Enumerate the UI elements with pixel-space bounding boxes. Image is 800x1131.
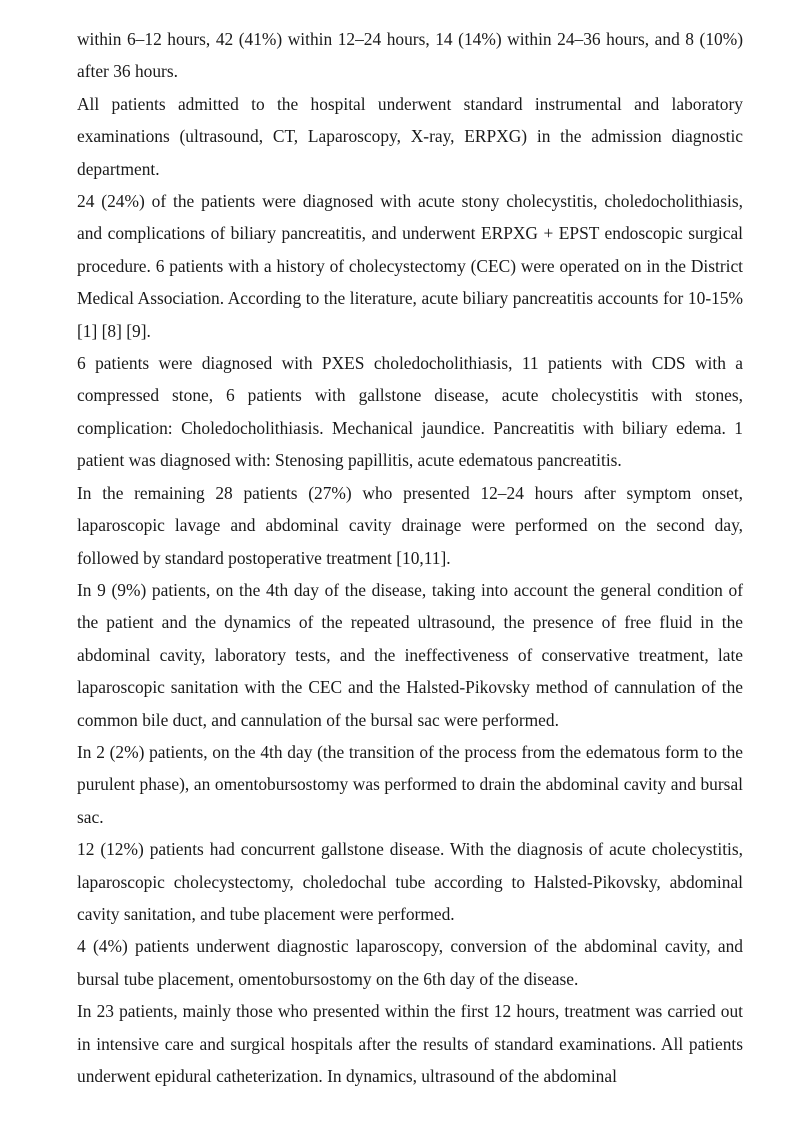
paragraph-diagnoses: 6 patients were diagnosed with PXES choledocholithiasis, 11 patients with CDS with a compressed stone, 6 patients with gallstone disease, acute cholecystitis with stones, complication: Choledocholithiasis. Mechanical jaundice. Pancreatitis with biliary edema. 1 patient was diagnosed with: Stenosing papillitis, acute edematous pancreatitis.	[77, 353, 743, 471]
paragraph-intensive-care: In 23 patients, mainly those who presented within the first 12 hours, treatment was carried out in intensive care and surgical hospitals after the results of standard examinations. All patients underwent epidural catheterization. In dynamics, ultrasound of the abdominal	[77, 1001, 743, 1086]
paragraph-standard-examinations: All patients admitted to the hospital underwent standard instrumental and laboratory examinations (ultrasound, CT, Laparoscopy, X-ray, ERPXG) in the admission diagnostic department.	[77, 93, 743, 179]
paragraph-admission-timing: within 6–12 hours, 42 (41%) within 12–24 hours, 14 (14%) within 24–36 hours, and 8 (10%) after 36 hours.	[77, 29, 743, 82]
paragraph-omentobursostomy: In 2 (2%) patients, on the 4th day (the transition of the process from the edematous form to the purulent phase), an omentobursostomy was performed to drain the abdominal cavity and bursal sac.	[77, 741, 743, 827]
paragraph-gallstone-disease: 12 (12%) patients had concurrent gallstone disease. With the diagnosis of acute cholecystitis, laparoscopic cholecystectomy, choledochal tube according to Halsted-Pikovsky, abdominal cavity sanitation, and tube placement were performed.	[77, 839, 743, 924]
paragraph-erpxg-epst: 24 (24%) of the patients were diagnosed with acute stony cholecystitis, choledocholithiasis, and complications of biliary pancreatitis, and underwent ERPXG + EPST endoscopic surgical procedure. 6 patients with a history of cholecystectomy (CEC) were operated on in the District Medical Association. According to the literature, acute biliary pancreatitis accounts for 10-15% [1] [8] [9].	[77, 191, 743, 341]
paragraph-laparoscopic-lavage: In the remaining 28 patients (27%) who presented 12–24 hours after symptom onset, laparoscopic lavage and abdominal cavity drainage were performed on the second day, followed by standard postoperative treatment [10,11].	[77, 482, 743, 568]
paragraph-diagnostic-laparoscopy: 4 (4%) patients underwent diagnostic laparoscopy, conversion of the abdominal cavity, and bursal tube placement, omentobursostomy on the 6th day of the disease.	[77, 936, 743, 989]
paragraph-late-sanitation: In 9 (9%) patients, on the 4th day of the disease, taking into account the general condition of the patient and the dynamics of the repeated ultrasound, the presence of free fluid in the abdominal cavity, laboratory tests, and the ineffectiveness of conservative treatment, late laparoscopic sanitation with the CEC and the Halsted-Pikovsky method of cannulation of the common bile duct, and cannulation of the bursal sac were performed.	[77, 579, 743, 730]
document-body	[77, 23, 743, 1092]
